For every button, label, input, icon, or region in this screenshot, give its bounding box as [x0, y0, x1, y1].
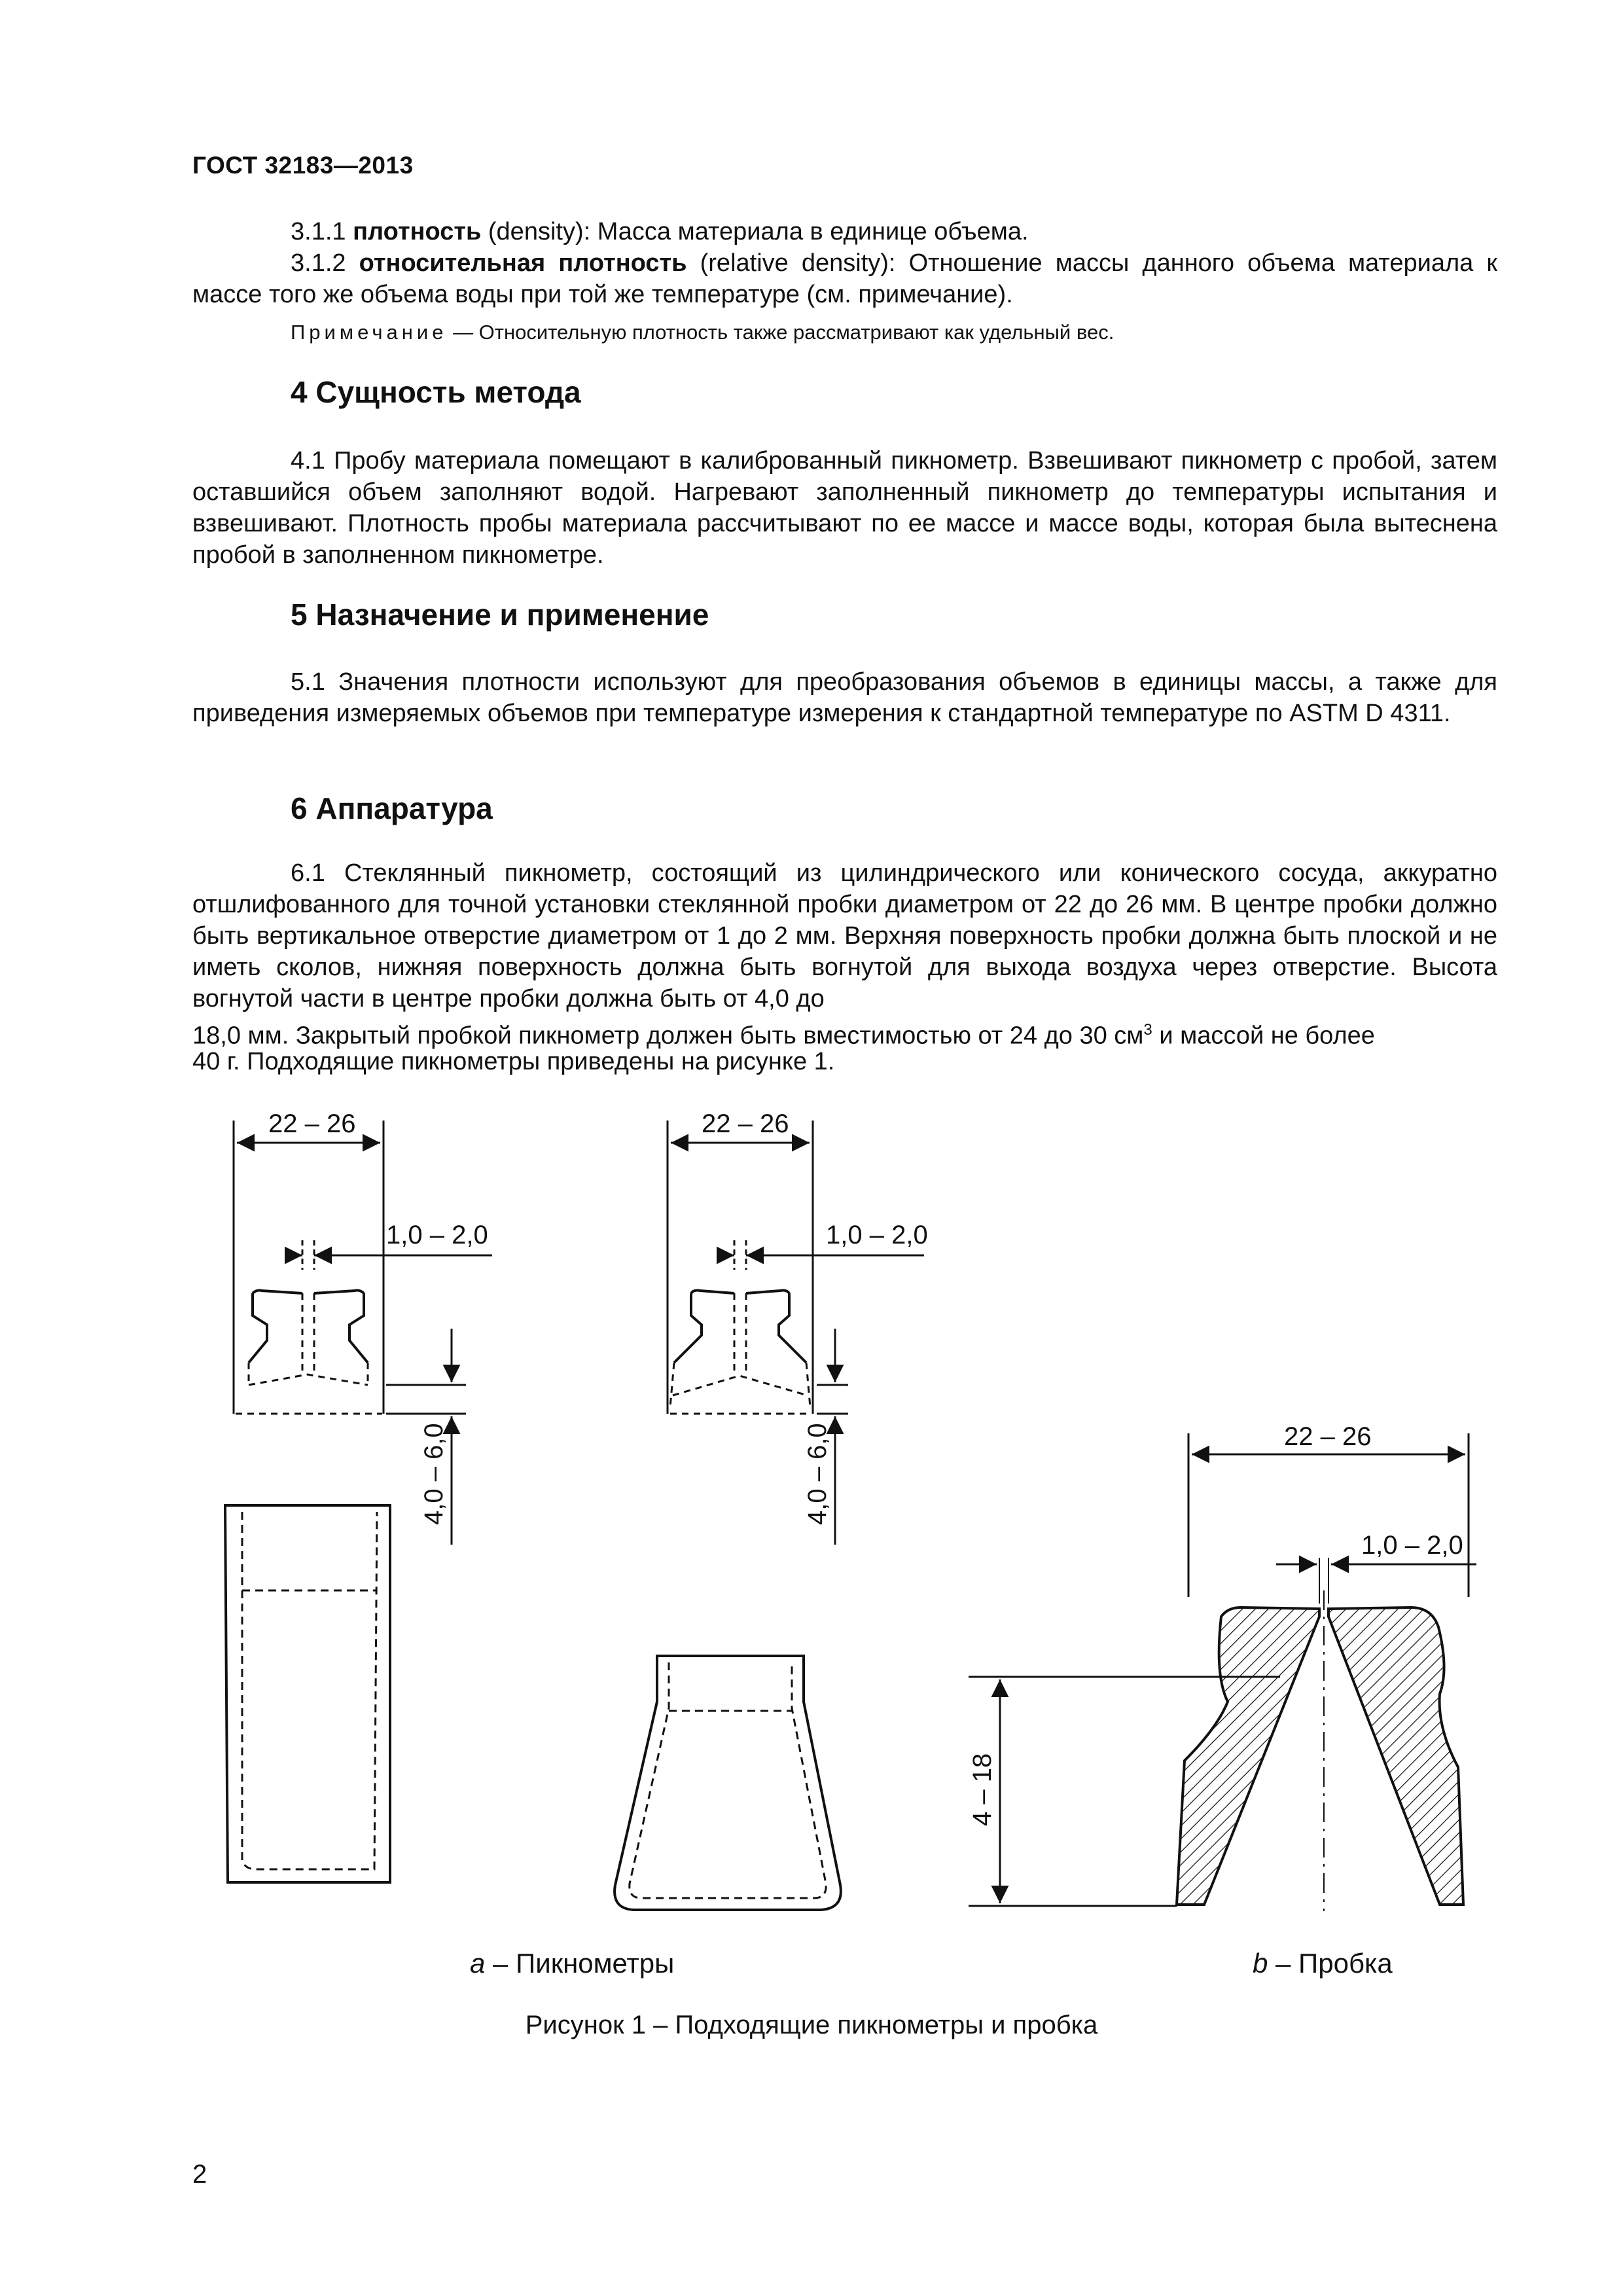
dim-height-label-b: 4 – 18 [968, 1753, 997, 1826]
superscript: 3 [1143, 1021, 1152, 1039]
note-text: — Относительную плотность также рассматривают как удельный вес. [453, 321, 1115, 344]
figure-caption: Рисунок 1 – Подходящие пикнометры и пробка [525, 2011, 1098, 2039]
subfigure-letter: a [470, 1948, 486, 1979]
definition-text: (relative density): Отношение массы данного объема материала к массе того же объема воды при той же температуре (см. примечание). [192, 249, 1498, 308]
paragraph-6-1-text: и массой не более [1152, 1022, 1375, 1050]
paragraph-4-1: 4.1 Пробу материала помещают в калиброванный пикнометр. Взвешивают пикнометр с пробой, затем оставшийся объем заполняют водой. Нагревают заполненный пикнометр до температуры испытания и взвешивают. Плотность пробы материала рассчитывают по ее массе и массе воды, которая была вытеснена пробой в заполненном пикнометре. [192, 447, 1497, 569]
paragraph-6-1-line3: 40 г. Подходящие пикнометры приведены на рисунке 1. [192, 1048, 835, 1075]
dim-hole-label-a1: 1,0 – 2,0 [386, 1221, 488, 1249]
page-number: 2 [192, 2160, 207, 2189]
definition-text: (density): Масса материала в единице объема. [488, 218, 1029, 245]
subfigure-b-label [1253, 1948, 1393, 1979]
section-5-heading: 5 Назначение и применение [291, 598, 709, 632]
dim-diameter-label-a2: 22 – 26 [702, 1109, 789, 1138]
dim-diameter-label-b: 22 – 26 [1284, 1422, 1372, 1451]
dim-height-label-a1: 4,0 – 6,0 [419, 1423, 448, 1525]
clause-number: 3.1.1 [291, 218, 346, 245]
dim-hole-label-a2: 1,0 – 2,0 [826, 1221, 928, 1249]
document-header: ГОСТ 32183—2013 [192, 152, 414, 179]
dim-hole-label-b: 1,0 – 2,0 [1361, 1531, 1463, 1560]
dim-diameter-label-a1: 22 – 26 [268, 1109, 356, 1138]
section-6-heading: 6 Аппаратура [291, 791, 493, 825]
subfigure-a-label [470, 1948, 674, 1979]
section-4-heading: 4 Сущность метода [291, 375, 581, 409]
paragraph-6-1: 6.1 Стеклянный пикнометр, состоящий из цилиндрического или конического сосуда, аккуратно отшлифованного для точной установки стеклянной пробки диаметром от 22 до 26 мм. В центре пробки должно быть вертикальное отверстие диаметром от 1 до 2 мм. Верхняя поверхность пробки должна быть плоской и не иметь сколов, нижняя поверхность должна быть вогнутой для выхода воздуха через отверстие. Высота вогнутой части в центре пробки должна быть от 4,0 до [192, 859, 1497, 1013]
subfigure-letter: b [1253, 1948, 1268, 1979]
dim-height-label-a2: 4,0 – 6,0 [803, 1423, 832, 1525]
paragraph-5-1: 5.1 Значения плотности используют для преобразования объемов в единицы массы, а также для приведения измеряемых объемов при температуре измерения к стандартной температуре по ASTM D 4311. [192, 668, 1497, 727]
subfigure-text: – Пикнометры [485, 1948, 675, 1979]
note-label: Примечание [291, 321, 448, 344]
subfigure-text: – Пробка [1268, 1948, 1393, 1979]
term: относительная плотность [359, 249, 687, 277]
term: плотность [353, 218, 482, 245]
stopper-cross-section [969, 1433, 1476, 1911]
paragraph-6-1-text: 18,0 мм. Закрытый пробкой пикнометр должен быть вместимостью от 24 до 30 см [192, 1022, 1144, 1050]
clause-number: 3.1.2 [291, 249, 346, 277]
